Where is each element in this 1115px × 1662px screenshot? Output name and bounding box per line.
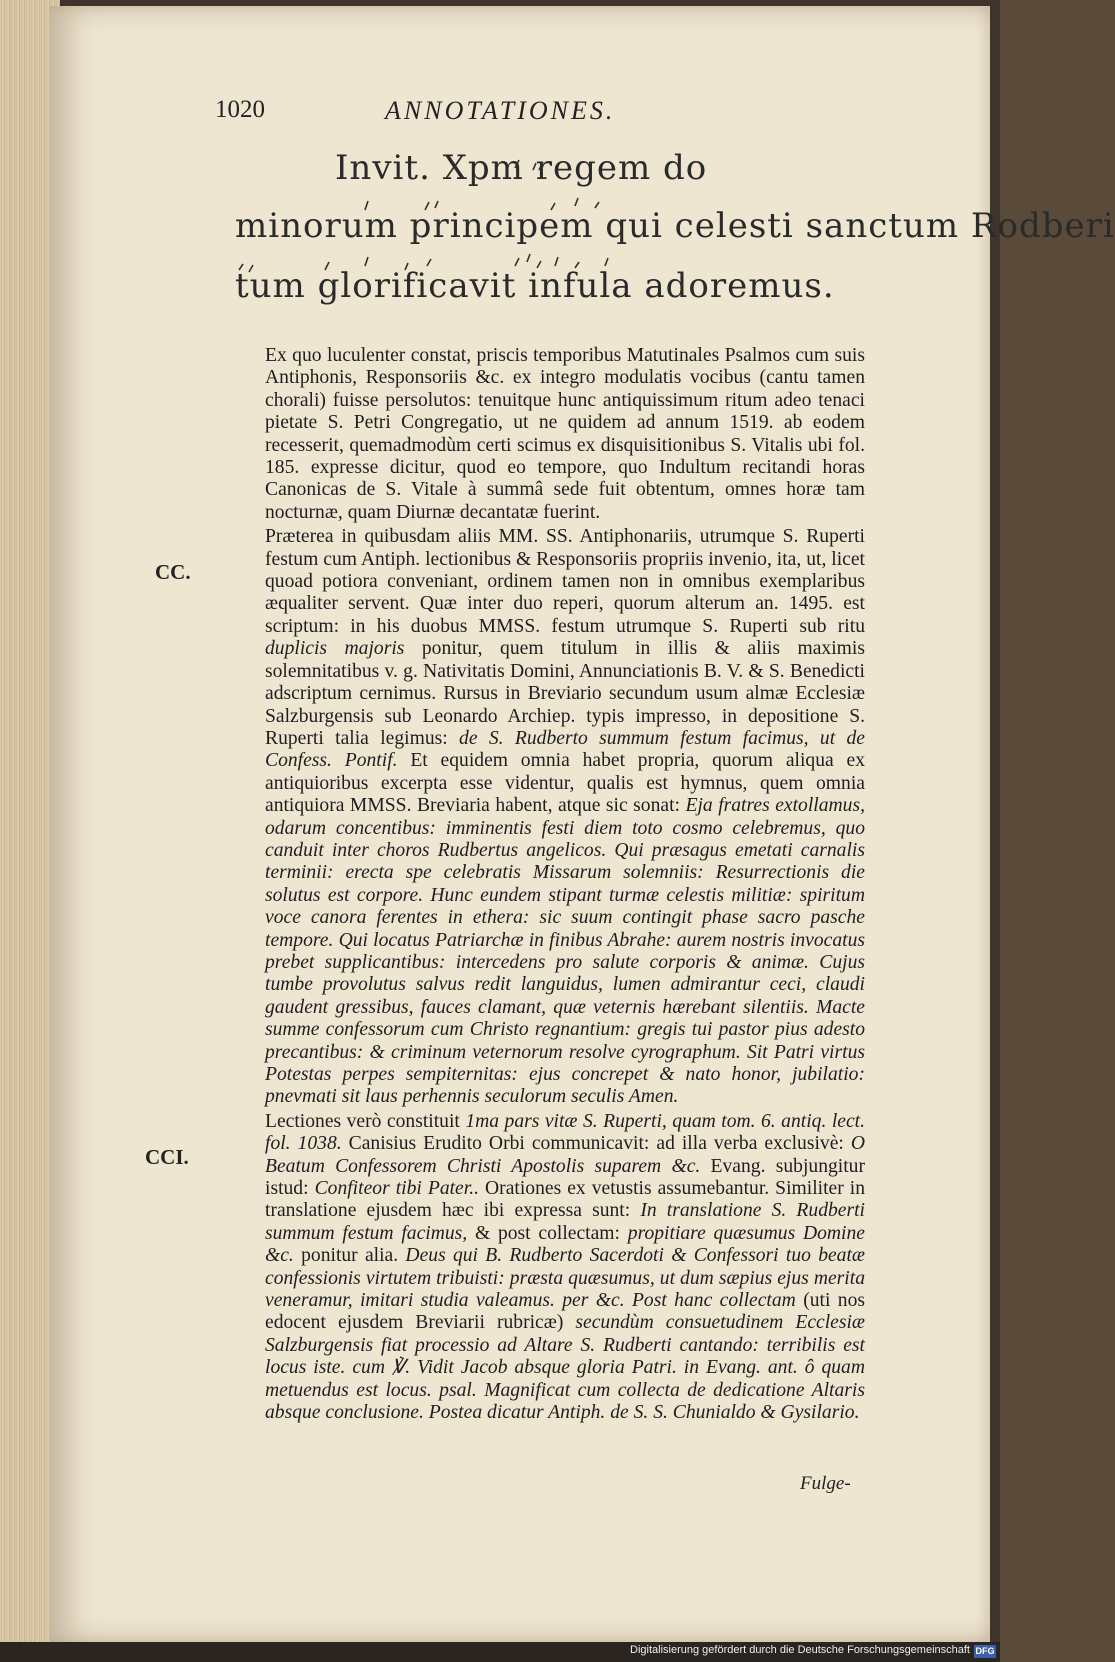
page-header xyxy=(215,96,895,136)
chant-notation xyxy=(215,148,1115,318)
catchword: Fulge- xyxy=(800,1473,851,1494)
paragraph-3 xyxy=(265,1111,865,1425)
paragraph-3-text-h: In translatione S. Rudberti summum festum facimus, xyxy=(265,1200,865,1244)
paragraph-2-text-a: Præterea in quibusdam aliis MM. SS. Antiphonariis, utrumque S. Ruperti festum cum Antiph. lectionibus & Responsoriis propriis invenio, ita, ut, licet quoad potiora conveniant, ordinem tamen non in omnibus exemplaribus æqualiter servent. Quæ inter duo reperi, quorum alterum an. 1495. est scriptum: in his duobus MMSS. festum utrumque S. Ruperti sub ritu xyxy=(265,526,865,637)
paragraph-3-text-i: & post collectam: xyxy=(467,1222,628,1244)
paragraph-3-text-j: propitiare quæsumus Domine &c. xyxy=(265,1222,865,1267)
paragraph-3-text-b: 1ma pars vitæ S. Ruperti, quam tom. 6. antiq. lect. fol. 1038. xyxy=(265,1110,865,1155)
paragraph-1 xyxy=(265,345,865,524)
paragraph-2-text-d: de S. Rudberto summum festum facimus, ut de Confess. Pontif. xyxy=(265,727,865,772)
page-number: 1020 xyxy=(215,96,265,123)
paragraph-2-text-e: Et equidem omnia habet propria, quorum aliqua ex antiquioribus excerpta esse videntur, qualis est hymnus, quem omnia antiquiora MMSS. Breviaria habent, atque sic sonat: xyxy=(265,750,865,817)
paragraph-1-text: Ex quo luculenter constat, priscis temporibus Matutinales Psalmos cum suis Antiphonis, Responsoriis &c. ex integro modulatis vocibus (cantu tamen chorali) fuisse persolutos: tenuitque hunc antiquissimum ritum adeo tenaci pietate S. Petri Congregatio, ut ne quidem ad annum 1519. ab eodem recesserit, quemadmodùm certi scimus ex disquisitionibus S. Vitalis ubi fol. 185. expresse dicitur, quod eo tempore, quo Indultum recitandi horas Canonicas de S. Vitale à summâ sede fuit obtentum, omnes horæ tam nocturnæ, quam Diurnæ decantatæ fuerint. xyxy=(265,345,865,523)
paragraph-3-text-a: Lectiones verò constituit xyxy=(265,1110,466,1132)
chant-line-1: Invit. Xpm regem do xyxy=(335,148,708,188)
paragraph-2-text-c: ponitur, quem titulum in illis & aliis maximis solemnitatibus v. g. Nativitatis Domini, Annunciationis B. V. & S. Benedicti adscriptum cernimus. Rursus in Breviario secundum usum almæ Ecclesiæ Salzburgensis sub Leonardo Archiep. typis impresso, in depositione S. Ruperti talia legimus: xyxy=(265,638,865,749)
digitization-footer xyxy=(0,1642,1000,1662)
paragraph-2-hymn: Eja fratres extollamus, odarum concentibus: imminentis festi diem toto cosmo celebremus, quo canduit inter choros Rudbertus angelicos. Qui præsagus emetati carnalis terminii: erecta spe celebratis Missarum solemniis: Resurrectionis die solutus est corpore. Hunc eundem stipant turmæ celestis militiæ: spiritum voce canora ferentes in ethera: sic suum contingit phase sacro pasche tempore. Qui locatus Patriarchæ in finibus Abrahe: aurem nostris invocatus prebet supplicantibus: intercedens pro salute corporis & animæ. Cujus tumbe provolutus salvus redit languidus, lumen admirantur ceci, claudi gaudent gressibus, fauces clamant, quæ veternis hærebant silentiis. Macte summe confessorum cum Christo regnantium: gregis tui pastor pius adesto precantibus: & criminum veternorum resolve cyrographum. Sit Patri virtus Potestas perpes sempiternitas: ejus concrepet & nato honor, jubilatio: pnevmati sit laus perhennis seculorum seculis Amen. xyxy=(265,795,866,1108)
paragraph-3-text-n: secundùm consuetudinem Ecclesiæ Salzburgensis fiat processio ad Altare S. Rudberti cantando: terribilis est locus iste. cum ℣. Vidit Jacob absque gloria Patri. in Evang. ant. ô quam metuendus est locus. psal. Magnificat cum collecta de dedicatione Altaris absque conclusione. Postea dicatur Antiph. de S. S. Chunialdo & Gysilario. xyxy=(265,1312,865,1424)
margin-ref-cc: CC. xyxy=(155,560,191,584)
paragraph-3-text-g: Orationes ex vetustis assumebantur. Similiter in translatione ejusdem hæc ibi expressa sunt: xyxy=(265,1178,866,1222)
paragraph-3-text-c: Canisius Erudito Orbi communicavit: ad illa verba exclusivè: xyxy=(341,1133,851,1155)
paragraph-3-text-l: Deus qui B. Rudberto Sacerdoti & Confessori tuo beatæ confessionis virtutem tribuisti: præsta quæsumus, ut dum sæpius ejus merita veneramur, imitari studia valeamus. per &c. Post hanc collectam xyxy=(265,1245,865,1312)
paragraph-3-text-m: (uti nos edocent ejusdem Breviarii rubricæ) xyxy=(265,1290,865,1334)
paragraph-3-text-k: ponitur alia. xyxy=(293,1245,406,1267)
paragraph-3-text-f: Confiteor tibi Pater.. xyxy=(314,1178,480,1200)
margin-ref-cci: CCI. xyxy=(145,1145,189,1169)
paragraph-3-text-d: O Beatum Confessorem Christi Apostolis suparem &c. xyxy=(265,1133,865,1177)
dfg-logo-icon: DFG xyxy=(975,1646,995,1656)
annotation-body xyxy=(265,345,865,1425)
footer-credit: Digitalisierung gefördert durch die Deutsche Forschungsgemeinschaft xyxy=(630,1644,970,1656)
paragraph-2-text-b: duplicis majoris xyxy=(265,638,405,660)
running-head: ANNOTATIONES. xyxy=(385,96,616,125)
chant-line-3: tum glorificavit infula adoremus. xyxy=(235,266,835,306)
paragraph-2 xyxy=(265,526,865,1109)
paragraph-3-text-e: Evang. subjungitur istud: xyxy=(265,1155,865,1200)
neume-marks xyxy=(215,148,905,318)
chant-line-2: minorum principem qui celesti sanctum Rodberi xyxy=(235,206,1115,246)
